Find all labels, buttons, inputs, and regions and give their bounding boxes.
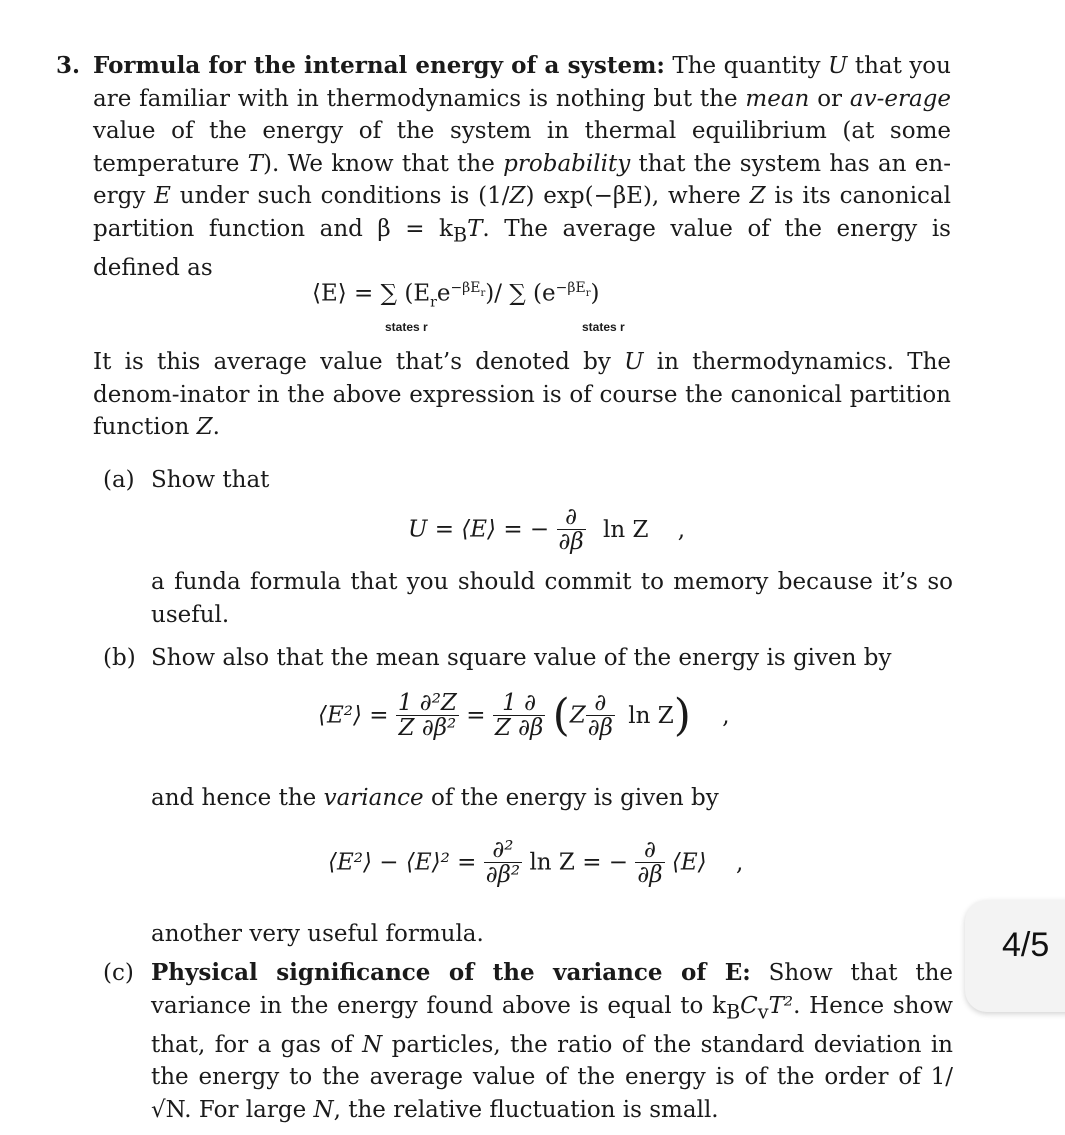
eq-exp: −βE [555, 280, 586, 296]
part-c-title: Physical significance of the variance of E: [151, 959, 751, 986]
part-label: (c) [103, 960, 134, 986]
eq-text: ln Z [628, 702, 674, 729]
part-a-followup [103, 566, 961, 636]
body-text: Show that the variance in the energy found above is equal to k [151, 960, 953, 1019]
body-text: in thermodynamics. The denom-inator in the above expression is of course the canonical partition function [93, 349, 952, 441]
paren-open: ( [552, 690, 570, 741]
eq-sub: r [430, 294, 437, 311]
frac-num: ∂ [557, 505, 586, 530]
symbol-Z: Z [749, 183, 766, 210]
body-text: a funda formula that you should commit to memory because it’s so useful. [151, 569, 953, 628]
equation-variance [328, 838, 743, 887]
part-b-closing [103, 918, 961, 958]
symbol-N: N [362, 1031, 383, 1058]
emph-average: av-erage [849, 85, 951, 112]
frac-num: ∂ [586, 691, 615, 716]
emph-mean: mean [745, 85, 810, 112]
eq-sub: r [585, 287, 591, 299]
body-text: It is this average value that’s denoted by [93, 349, 625, 375]
intro-text: that the system has an en-ergy [93, 150, 951, 210]
eq-text: = [466, 702, 486, 729]
body-text: of the energy is given by [423, 785, 719, 811]
symbol-T: T [467, 215, 483, 242]
eq-sub: r [480, 287, 486, 299]
eq-text: ⟨E²⟩ = [318, 702, 389, 729]
body-text [151, 782, 953, 815]
part-label: (b) [103, 645, 136, 671]
page-counter: 4/5 [1002, 926, 1050, 964]
symbol-U: U [827, 53, 848, 79]
frac-den: ∂β² [485, 862, 521, 889]
eq-text: ⟨E²⟩ − ⟨E⟩² = [328, 849, 477, 876]
problem-number: 3. [56, 52, 81, 79]
symbol-U: U [624, 349, 644, 375]
part-prompt: Show also that the mean square value of the energy is given by [151, 645, 892, 671]
part-a-heading [103, 464, 961, 504]
body-text: another very useful formula. [151, 921, 484, 947]
sum-index-label: states r [582, 320, 625, 334]
eq-text: ⟨E⟩ [671, 849, 707, 876]
fraction [586, 691, 615, 740]
subscript-v: v [757, 1000, 769, 1024]
eq-comma: , [735, 849, 744, 876]
equation-average-energy: ⟨E⟩ = ∑ $(E_re^{-\beta E_r})/$ ∑ $(e^{-\beta E_r})$ [312, 280, 600, 311]
fraction [396, 691, 459, 740]
part-prompt: Show that [151, 467, 270, 493]
eq-text: )/ ∑ (e [485, 280, 556, 307]
eq-text: Z [569, 702, 586, 729]
body-text: and hence the [151, 785, 324, 811]
part-c [103, 957, 961, 1127]
symbol-Z: Z [196, 414, 213, 441]
frac-num: 1 ∂²Z [397, 689, 457, 716]
fraction [557, 505, 586, 554]
symbol-C: C [740, 992, 758, 1019]
eq-text: ln Z [603, 516, 649, 543]
eq-text: ln Z = − [529, 849, 629, 876]
subscript-B: B [726, 1000, 741, 1024]
symbol-N: N [313, 1096, 334, 1123]
fraction [484, 838, 522, 887]
intro-text: is its canonical partition function and β = k [93, 183, 951, 242]
body-text: . [212, 414, 220, 441]
body-text [151, 957, 953, 1127]
frac-den: Z ∂β [494, 715, 544, 741]
intro-text: under such conditions is (1/ [170, 183, 510, 210]
frac-num: ∂ [635, 838, 664, 863]
intro-text: that you are familiar with in thermodynamics is nothing but the [93, 53, 951, 112]
body-text: . Hence show that, for a gas of [151, 992, 953, 1058]
fraction [635, 838, 664, 887]
intro-text: . The average value of the energy is defined as [93, 215, 951, 282]
intro-text: or [809, 85, 850, 112]
eq-comma: , [677, 516, 686, 543]
symbol-T: T [247, 150, 264, 177]
emph-variance: variance [323, 785, 424, 811]
part-label: (a) [103, 467, 135, 493]
body-text: particles, the ratio of the standard deviation in the energy to the average value of the energy is of the order of 1/√N. For large [151, 1031, 953, 1123]
problem-title: Formula for the internal energy of a system: [93, 52, 665, 79]
body-text: , the relative fluctuation is small. [333, 1096, 719, 1123]
intro-text: ). We know that the [263, 150, 504, 177]
eq-text: ) [590, 280, 600, 307]
eq-exp: −βE [450, 280, 481, 296]
frac-den: ∂β [637, 862, 663, 889]
sum-index-label: states r [385, 320, 428, 334]
intro-text: The quantity [672, 53, 828, 79]
symbol-Z: Z [509, 183, 526, 210]
equation-mean-square [318, 690, 730, 741]
equation-U [408, 505, 685, 554]
emph-probability: probability [503, 150, 631, 177]
paren-close: ) [673, 690, 691, 741]
part-b-hence [103, 782, 961, 822]
frac-den: Z ∂β² [398, 715, 457, 741]
symbol-T2: T² [768, 992, 794, 1019]
eq-text: U = ⟨E⟩ = − [408, 516, 550, 543]
after-equation-text [93, 346, 951, 444]
frac-num: 1 ∂ [493, 691, 545, 716]
frac-num: ∂² [484, 838, 522, 863]
intro-text: ) exp(−βE), where [525, 183, 750, 210]
subscript-B: B [452, 223, 468, 247]
part-b-heading [103, 642, 961, 682]
eq-comma: , [722, 702, 730, 729]
intro-text: value of the energy of the system in thermal equilibrium (at some temperature [93, 118, 951, 177]
fraction [493, 691, 545, 740]
frac-den: ∂β [558, 529, 584, 556]
problem-intro [56, 50, 951, 285]
frac-den: ∂β [587, 715, 613, 741]
eq-text: ⟨E⟩ = ∑ (E [312, 280, 431, 307]
symbol-E: E [154, 183, 171, 210]
